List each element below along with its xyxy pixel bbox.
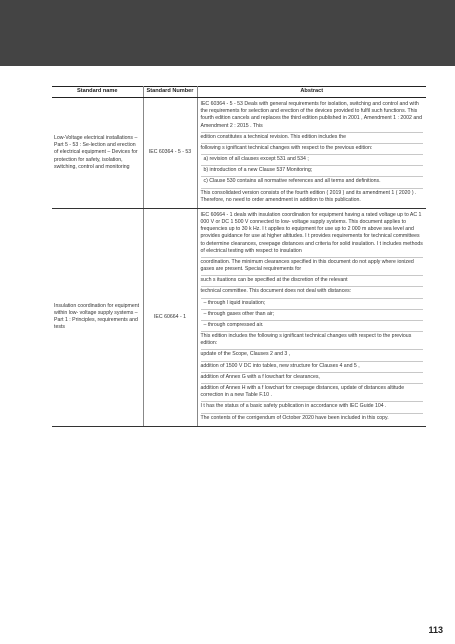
table-row [52, 98, 426, 209]
abstract-paragraph: IEC 60664 - 1 deals with insulation coordination for equipment having a rated voltage up to AC 1 000 V or DC 1 500 V connected to low- voltage supply systems. This document applies to frequencies up to 30 k Hz. I t applies to equipment for use up to 2 000 m above sea level and provides guidance for use at higher altitudes. I t provides requirements for technical committees to determine clearances, creepage distances and criteria for solid insulation. I t includes methods of electrical testing with respect to insulation [201, 211, 424, 258]
abstract-cell [197, 98, 426, 209]
standard-number-cell: IEC 60364 - 5 - 53 [143, 98, 197, 209]
standards-table [52, 86, 426, 427]
abstract-paragraph: update of the Scope, Clauses 2 and 3 , [201, 350, 424, 361]
abstract-paragraph: This edition includes the following s ignificant technical changes with respect to the previous edition: [201, 332, 424, 350]
abstract-list-item: – through gases other than air; [201, 310, 424, 321]
page-number: 113 [428, 625, 443, 635]
abstract-paragraph: IEC 60364 - 5 - 53 Deals with general requirements for isolation, switching and control and with the requirements for selection and erection of the devices provided to fulfil such functions. This fourth edition cancels and replaces the third edition published in 2001 , Amendment 1 : 2002 and Amendment 2 : 2015 . This [201, 100, 424, 133]
header-band [0, 0, 455, 66]
abstract-paragraph: technical committee. This document does not deal with distances: [201, 287, 424, 298]
abstract-paragraph: addition of 1500 V DC into tables, new structure for Clauses 4 and 5 , [201, 362, 424, 373]
abstract-list-item: c) Clause 530 contains all normative references and all terms and definitions. [201, 177, 424, 188]
abstract-paragraph: coordination. The minimum clearances specified in this document do not apply where ionized gases are present. Special requirements for [201, 258, 424, 276]
header-standard-name: Standard name [52, 87, 143, 98]
standard-name-cell: Low-Voltage electrical installations – Part 5 - 53 : Se-lection and erection of electrical equipment – Devices for protection for safety, isolation, switching, control and monitoring [52, 98, 143, 209]
abstract-list-item: a) revision of all clauses except 531 and 534 ; [201, 155, 424, 166]
abstract-list-item: b) introduction of a new Clause 537 Monitoring; [201, 166, 424, 177]
abstract-paragraph: edition constitutes a technical revision. This edition includes the [201, 133, 424, 144]
header-standard-number: Standard Number [143, 87, 197, 98]
table-row [52, 208, 426, 426]
standard-number-cell: IEC 60664 - 1 [143, 208, 197, 426]
table-header-row [52, 87, 426, 98]
abstract-paragraph: addition of Annex H with a f lowchart for creepage distances, update of distances altitude correction in a new Table F.10 . [201, 384, 424, 402]
abstract-paragraph: This consolidated version consists of the fourth edition ( 2019 ) and its amendment 1 ( 2020 ) . Therefore, no need to order amendment in addition to this publication. [200, 189, 417, 203]
abstract-paragraph: I t has the status of a basic safety publication in accordance with IEC Guide 104 . [201, 402, 424, 413]
header-abstract: Abstract [197, 87, 426, 98]
abstract-list-item: – through compressed air. [201, 321, 424, 332]
abstract-cell [197, 208, 426, 426]
abstract-paragraph: following s ignificant technical changes with respect to the previous edition: [201, 144, 424, 155]
abstract-paragraph: The contents of the corrigendum of October 2020 have been included in this copy. [200, 414, 389, 421]
abstract-paragraph: addition of Annex G with a f lowchart for clearances, [201, 373, 424, 384]
abstract-paragraph: such s ituations can be specified at the discretion of the relevant [201, 276, 424, 287]
standard-name-cell: Insulation coordination for equipment within low- voltage supply systems – Part 1 : Principles, requirements and tests [52, 208, 143, 426]
abstract-list-item: – through l iquid insulation; [201, 299, 424, 310]
